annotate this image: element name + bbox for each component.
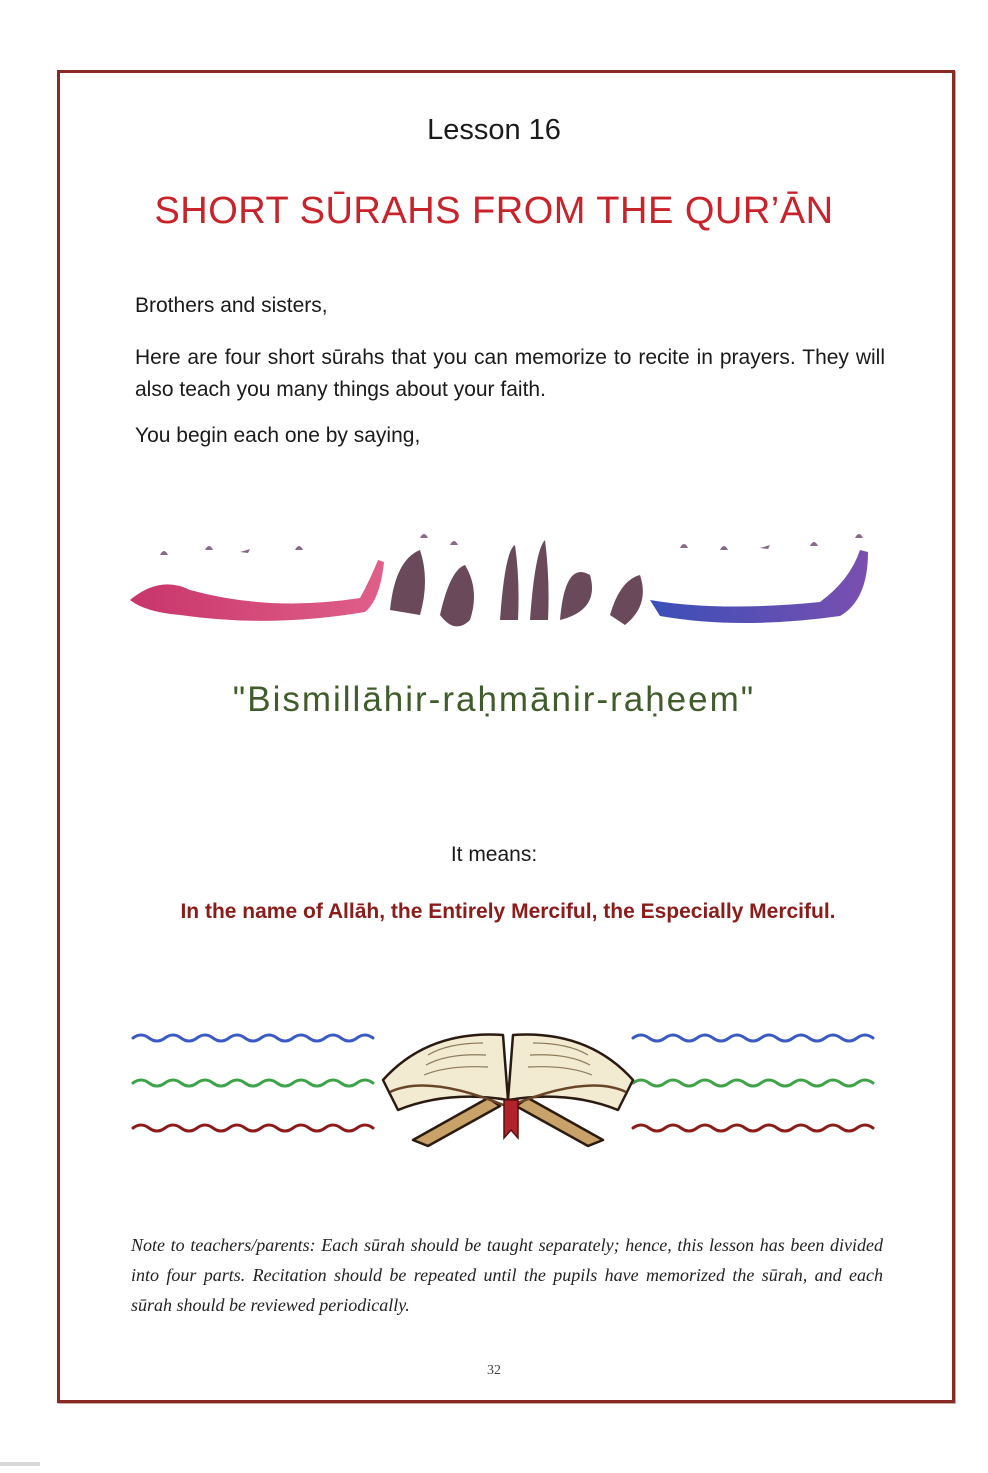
wave-right-red	[633, 1125, 873, 1131]
calligraphy-stroke-right	[650, 550, 868, 623]
bismillah-transliteration: "Bismillāhir-raḥmānir-raḥeem"	[232, 680, 756, 719]
greeting-text: Brothers and sisters,	[135, 294, 328, 317]
teacher-note: Note to teachers/parents: Each sūrah should be taught separately; hence, this lesson has been divided into four parts. Recitation should be repeated until the pupils have memorized the sūrah, and each sūrah should be reviewed periodically.	[131, 1235, 883, 1315]
bookmark-ribbon	[504, 1100, 518, 1138]
wave-right-green	[633, 1080, 873, 1086]
calligraphy-stroke-left	[130, 560, 384, 621]
begin-instruction: You begin each one by saying,	[135, 424, 421, 447]
wave-left-blue	[133, 1035, 373, 1041]
wave-left-green	[133, 1080, 373, 1086]
lesson-title: SHORT SŪRAHS FROM THE QUR’ĀN	[154, 190, 834, 232]
wave-left-red	[133, 1125, 373, 1131]
scan-edge-mark	[0, 1462, 40, 1466]
lesson-number: Lesson 16	[427, 114, 561, 146]
page-number: 32	[487, 1363, 501, 1378]
meaning-intro: It means:	[450, 843, 538, 866]
intro-paragraph: Here are four short sūrahs that you can memorize to recite in prayers. They will also teach you many things about your faith.	[135, 346, 885, 401]
page-border-frame	[57, 70, 955, 1403]
bismillah-calligraphy	[120, 520, 890, 670]
quran-divider-ornament	[128, 1010, 888, 1170]
bismillah-meaning: In the name of Allāh, the Entirely Merciful, the Especially Merciful.	[180, 900, 836, 923]
wave-right-blue	[633, 1035, 873, 1041]
calligraphy-middle	[390, 540, 643, 626]
